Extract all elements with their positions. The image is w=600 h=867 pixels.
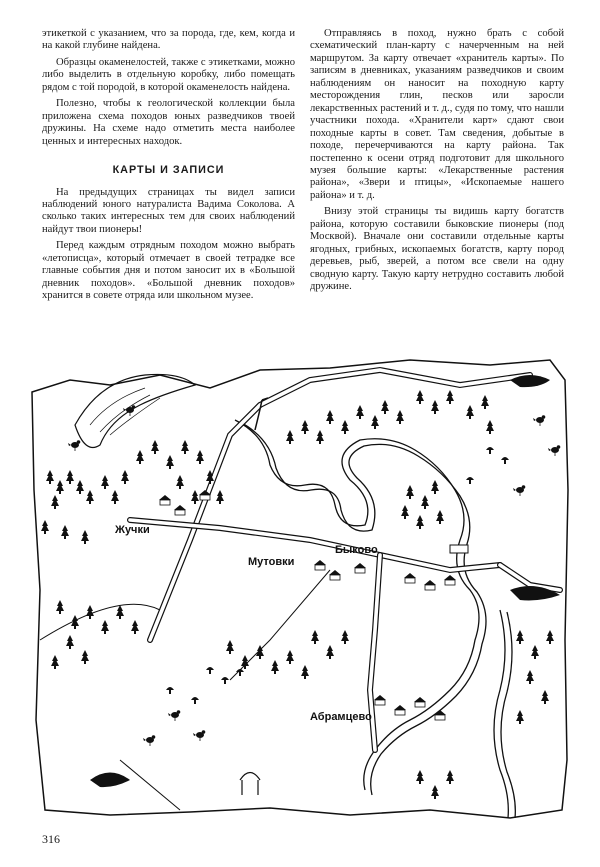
- district-resources-map: [30, 340, 570, 825]
- place-label-abramtsevo: Абрамцево: [310, 711, 372, 723]
- right-column: [310, 28, 564, 298]
- paragraph: Полезно, чтобы к геологической коллекции была приложена схема походов юных разведчиков твоей дружины. На схеме надо отметить места наиболее ценных и интересных находок.: [42, 98, 295, 147]
- paragraph: Отправляясь в поход, нужно брать с собой схематический план-карту с начерченным на ней маршрутом. За карту отвечает «хранитель карты». По записям в дневниках, указаниям разведчиков и своим наблюдениям он наносит на походную карту месторождения глин, песков или заросли лекарственных растений и т. д., судя по тому, что нашли участники похода. «Хранители карт» сдают свои походные карты в совет. Там сведения, добытые в походе, перечерчиваются на карту района. Так постепенно к осени отряд подготовит для школьного музея большие карты: «Лекарственные растения района», «Звери и птицы», «Ископаемые нашего района» и т. д.: [310, 28, 564, 201]
- paragraph: этикеткой с указанием, что за порода, где, кем, когда и на какой глубине найдена.: [42, 28, 295, 52]
- section-heading: КАРТЫ И ЗАПИСИ: [112, 164, 225, 177]
- page-number: 316: [42, 832, 60, 846]
- paragraph: Внизу этой страницы ты видишь карту богатств района, которую составили быковские пионеры (под Москвой). Вначале они составили отдельные карты ягодных, грибных, ископаемых богатств, карту пород деревьев, рыб, зверей, а потом все свели на одну сводную карту. Такую карту нетрудно составить любой дружине.: [310, 206, 564, 293]
- animals: [68, 375, 560, 795]
- place-label-mutovki: Мутовки: [248, 556, 295, 568]
- lake: [75, 374, 195, 447]
- paragraph: На предыдущих страницах ты видел записи наблюдений юного натуралиста Вадима Соколова. А сколько таких интересных тем для своих наблюдений найдут твои пионеры!: [42, 186, 295, 235]
- place-label-zhuchki: Жучки: [115, 524, 150, 536]
- paragraph: Перед каждым отрядным походом можно выбрать «летописца», который отмечает в своей тетрадке все главные события дня и потом заносит их в «Большой дневник походов». «Большой дневник походов» хранится в совете отряда или школьном музее.: [42, 240, 295, 302]
- paragraph: Образцы окаменелостей, также с этикетками, можно либо выделить в отдельную коробку, либо помещать рядом с той породой, в которой окаменелость найдена.: [42, 56, 295, 93]
- forest: [41, 390, 554, 799]
- place-label-bykovo: Быково: [335, 544, 378, 556]
- left-column: [42, 28, 295, 307]
